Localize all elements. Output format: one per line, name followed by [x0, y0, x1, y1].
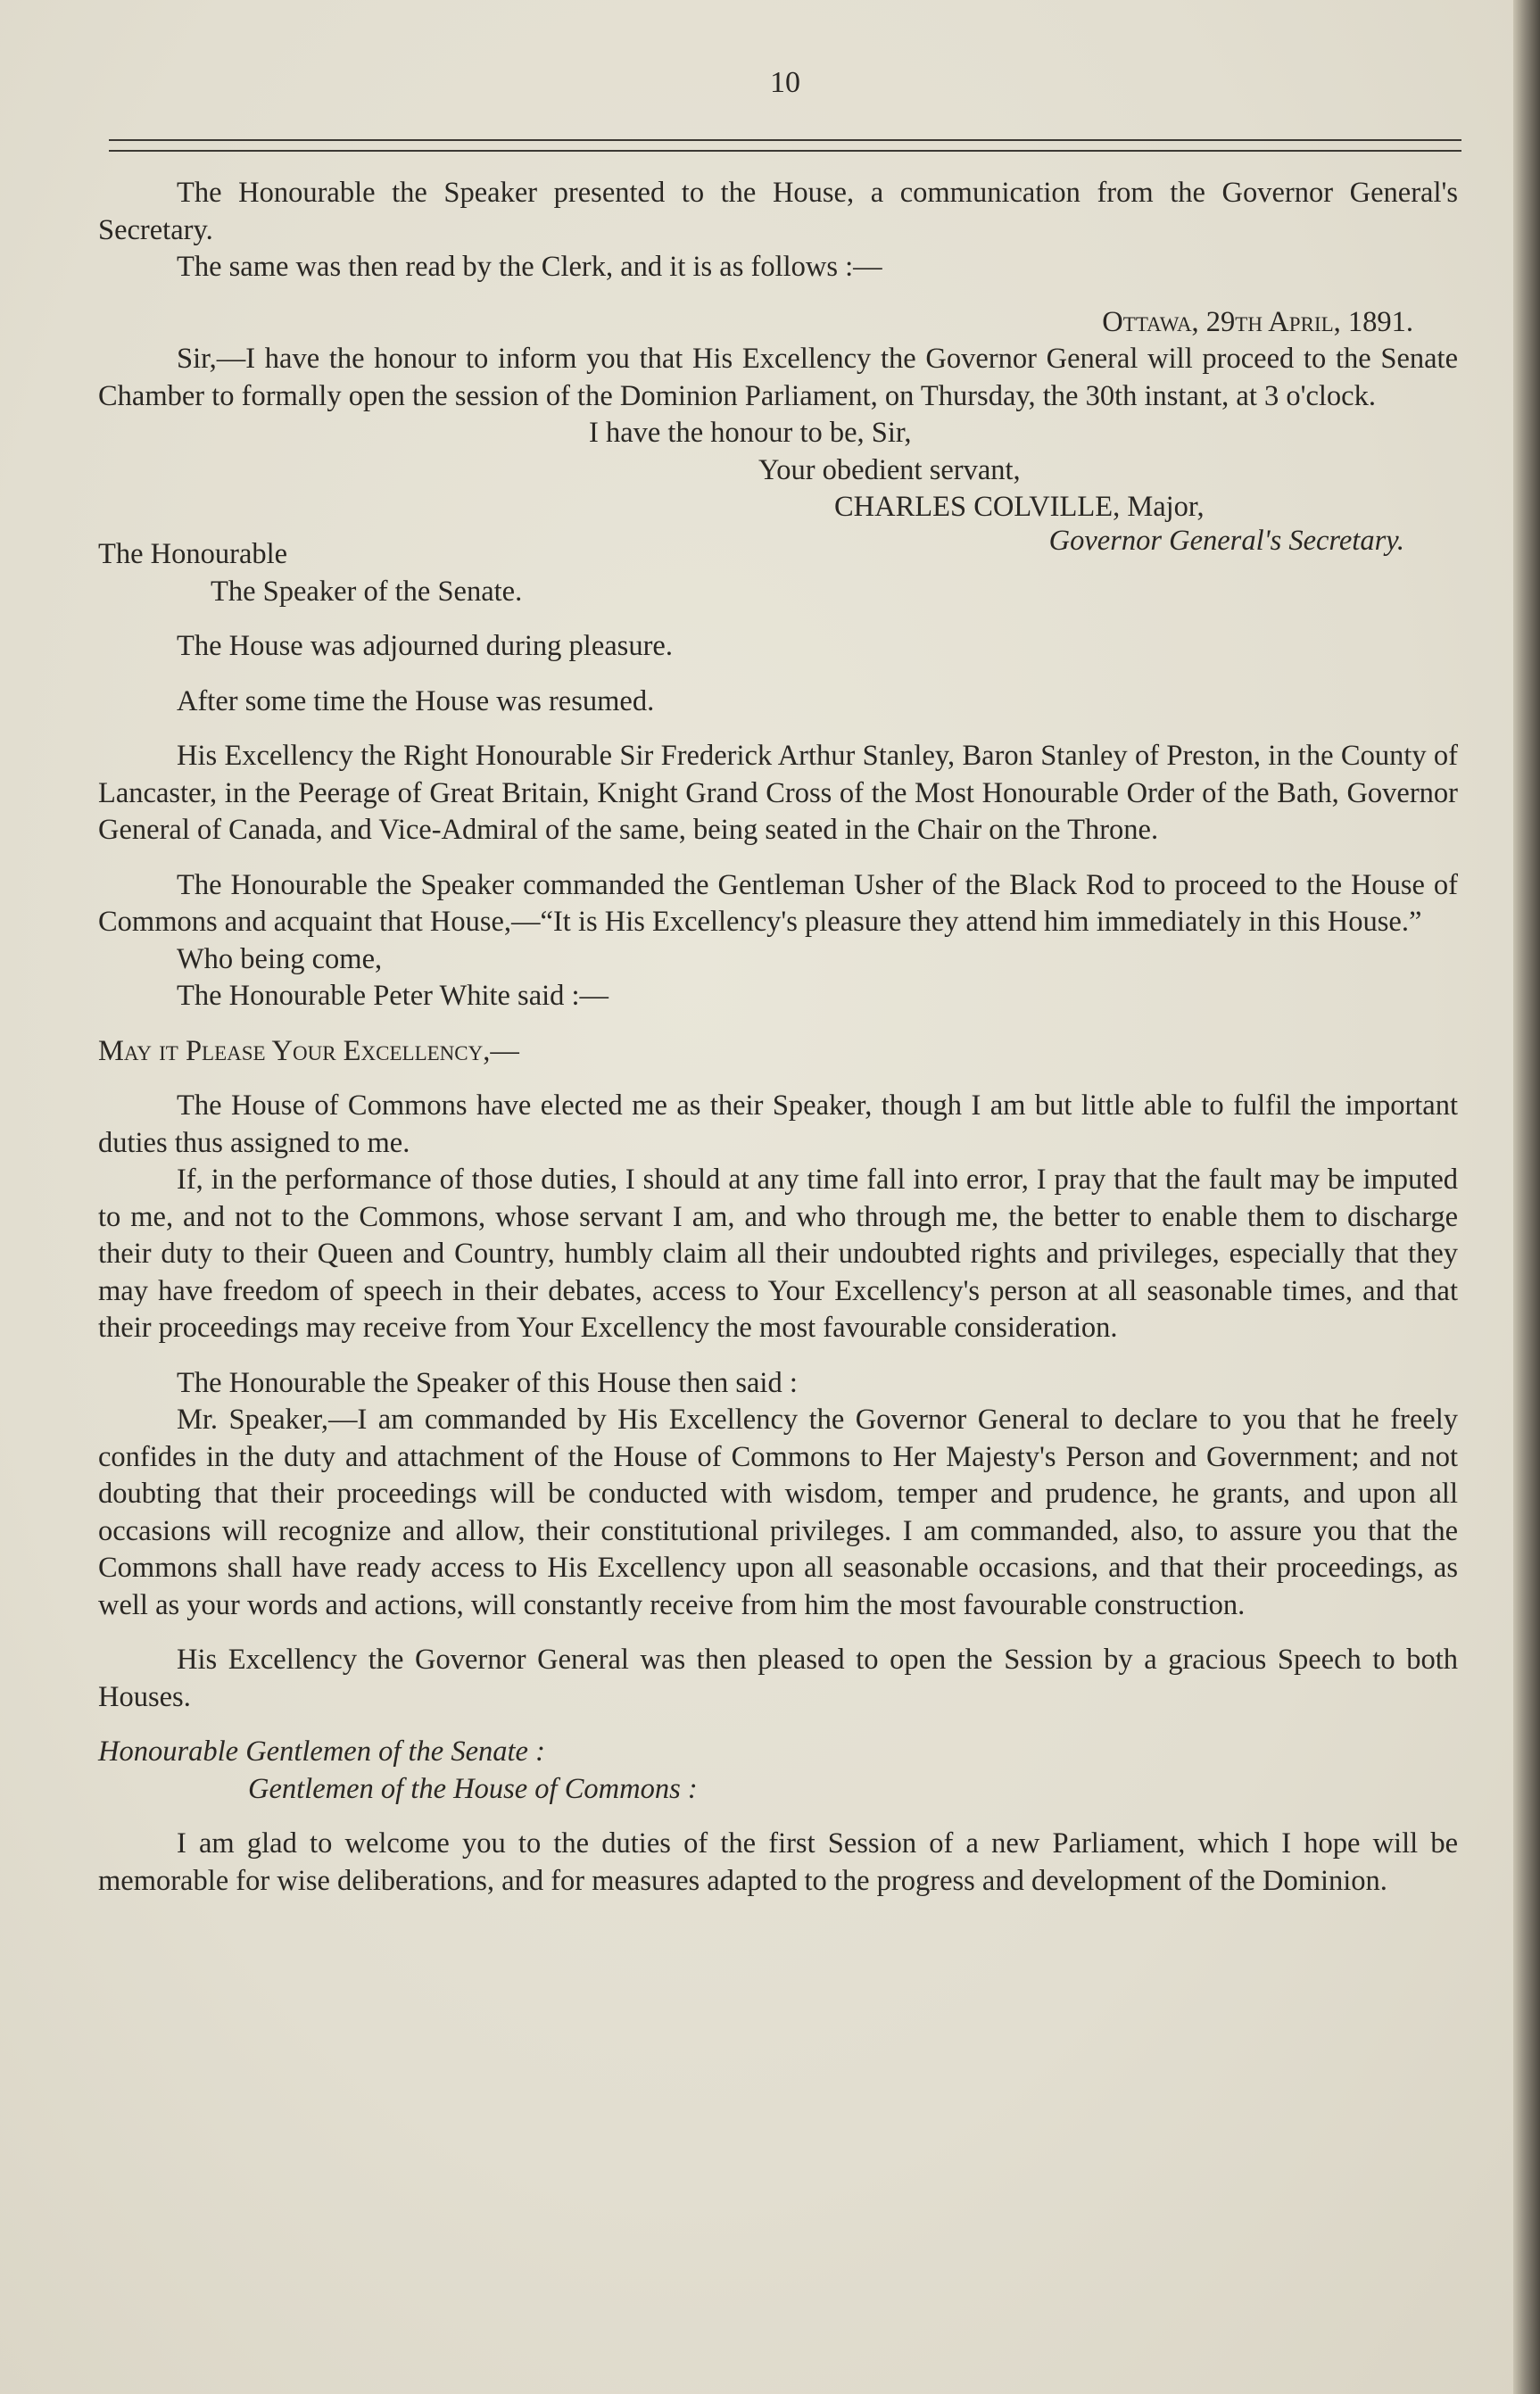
body-text-block — [98, 175, 1458, 1900]
header-rule-top — [109, 139, 1461, 141]
paragraph-adjourned: The House was adjourned during pleasure. — [177, 630, 673, 662]
paragraph-his-excellency-seated: His Excellency the Right Honourable Sir Frederick Arthur Stanley, Baron Stanley of Preston, in the County of Lancaster, in the Peerage of Great Britain, Knight Grand Cross of the Most Honourable Order of the Bath, Governor General of Canada, and Vice-Admiral of the same, being seated in the Chair on the Throne. — [98, 740, 1458, 846]
paragraph-elected-speaker: The House of Commons have elected me as their Speaker, though I am but little able to fulfil the important duties thus assigned to me. — [98, 1089, 1458, 1159]
page-number: 10 — [770, 66, 800, 99]
page-binding-edge — [1513, 0, 1540, 2394]
header-rule-bottom — [109, 150, 1461, 152]
letter-closing-2: Your obedient servant, — [758, 453, 1021, 486]
letter-address-1: The Honourable — [98, 538, 288, 570]
letter-signature-name: CHARLES COLVILLE, Major, — [834, 491, 1205, 523]
letter-address-2: The Speaker of the Senate. — [211, 575, 523, 608]
letter-signature-title: Governor General's Secretary. — [1048, 524, 1404, 557]
paragraph-speaker-reply: Mr. Speaker,—I am commanded by His Excellency the Governor General to declare to you that he freely confides in the duty and attachment of the House of Commons to Her Majesty's Person and Government; and not doubting that their proceedings will be conducted with wisdom, temper and prudence, he grants, and upon all occasions will recognize and allow, their constitutional privileges. I am commanded, also, to assure you that the Commons shall have ready access to His Excellency upon all seasonable occasions, and that their proceedings, as well as your words and actions, will constantly receive from him the most favourable construction. — [98, 1404, 1458, 1621]
letter-dateline: Ottawa, 29th April, 1891. — [1102, 305, 1413, 338]
paragraph-peter-white: The Honourable Peter White said :— — [177, 980, 609, 1012]
paragraph-who-being-come: Who being come, — [177, 942, 383, 975]
paragraph-senate-speaker-said: The Honourable the Speaker of this House then said : — [177, 1366, 798, 1399]
letter-closing-1: I have the honour to be, Sir, — [589, 417, 912, 449]
speech-paragraph-welcome: I am glad to welcome you to the duties of the first Session of a new Parliament, which I hope will be memorable for wise deliberations, and for measures adapted to the progress and development of the Dominion. — [98, 1827, 1458, 1897]
speech-salutation-commons: Gentlemen of the House of Commons : — [248, 1772, 698, 1805]
paragraph-read-by-clerk: The same was then read by the Clerk, and it is as follows :— — [177, 251, 882, 283]
letter-body: Sir,—I have the honour to inform you that His Excellency the Governor General will proceed to the Senate Chamber to formally open the session of the Dominion Parliament, on Thursday, the 30th instant, at 3 o'clock. — [98, 343, 1458, 412]
paragraph-open-session: His Excellency the Governor General was then pleased to open the Session by a gracious Speech to both Houses. — [98, 1644, 1458, 1713]
paragraph-resumed: After some time the House was resumed. — [177, 684, 655, 717]
paragraph-privileges-claim: If, in the performance of those duties, I should at any time fall into error, I pray that the fault may be imputed to me, and not to the Commons, whose servant I am, and who through me, the better to enable them to discharge their duty to their Queen and Country, humbly claim all their undoubted rights and privileges, especially that they may have freedom of speech in their debates, access to Your Excellency's person at all seasonable times, and that their proceedings may receive from Your Excellency the most favourable consideration. — [98, 1164, 1458, 1344]
paragraph-communication: The Honourable the Speaker presented to the House, a communication from the Governor General's Secretary. — [98, 177, 1458, 246]
paragraph-black-rod: The Honourable the Speaker commanded the Gentleman Usher of the Black Rod to proceed to the House of Commons and acquaint that House,—“It is His Excellency's pleasure they attend him immediately in this House.” — [98, 868, 1458, 938]
speech-salutation-senate: Honourable Gentlemen of the Senate : — [98, 1735, 545, 1768]
address-salutation: May it Please Your Excellency,— — [98, 1034, 519, 1067]
